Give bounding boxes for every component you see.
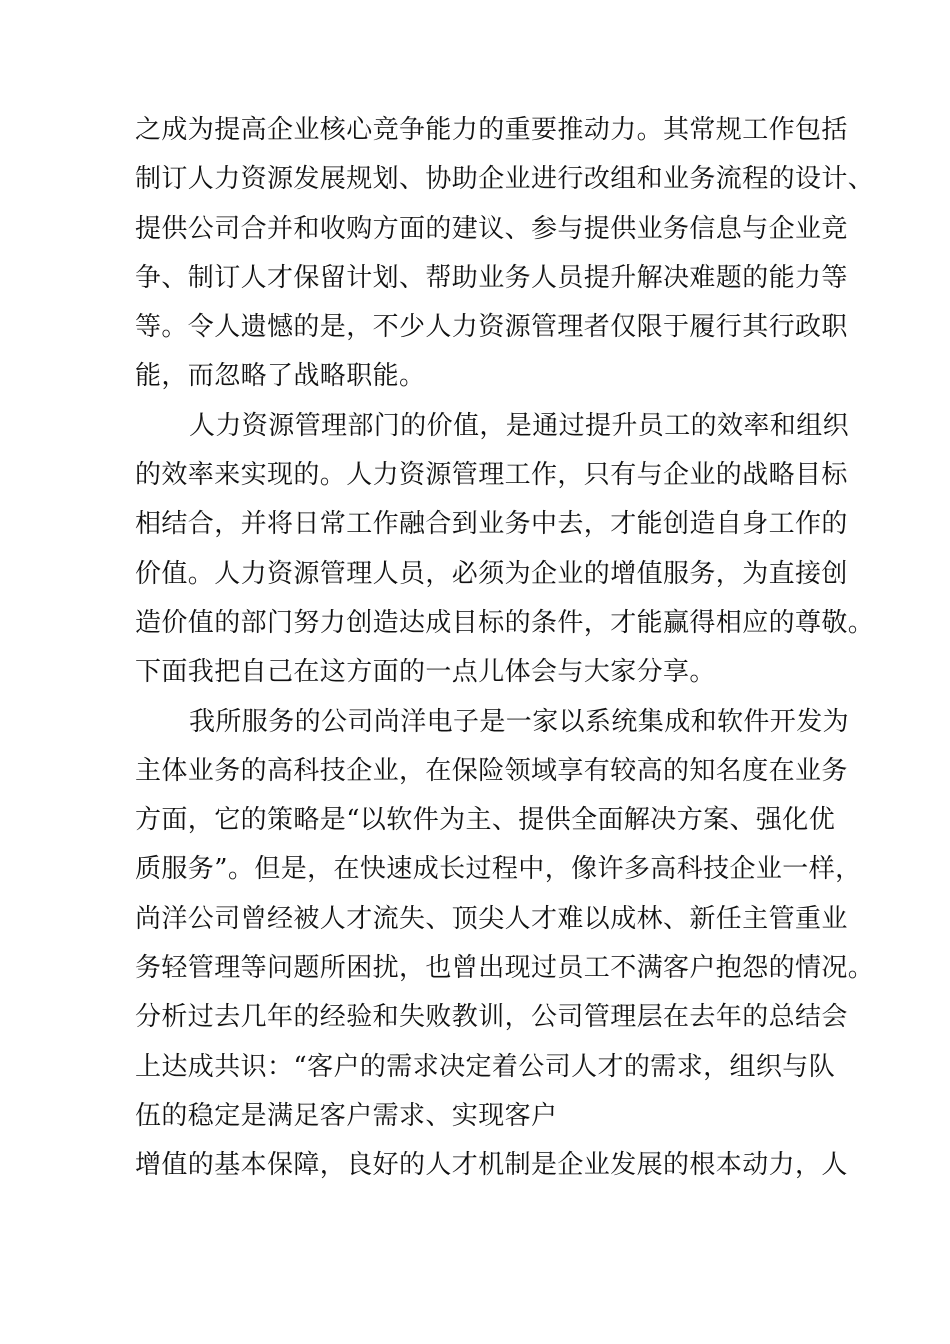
document-body: [135, 106, 875, 1191]
text-line: 尚洋公司曾经被人才流失、顶尖人才难以成林、新任主管重业: [135, 903, 848, 934]
text-line: 务轻管理等问题所困扰，也曾出现过员工不满客户抱怨的情况。: [135, 953, 875, 984]
text-line: 之成为提高企业核心竞争能力的重要推动力。其常规工作包括: [135, 115, 848, 145]
text-line: 相结合，并将日常工作融合到业务中去，才能创造自身工作的: [135, 509, 848, 540]
text-line: 伍的稳定是满足客户需求、实现客户: [135, 1100, 558, 1131]
paragraph: [135, 1141, 848, 1190]
paragraph: [135, 106, 875, 402]
text-line: 的效率来实现的。人力资源管理工作，只有与企业的战略目标: [135, 460, 848, 491]
text-line: 增值的基本保障，良好的人才机制是企业发展的根本动力，人: [135, 1150, 848, 1181]
text-line: 人力资源管理部门的价值，是通过提升员工的效率和组织: [189, 410, 850, 441]
text-line: 我所服务的公司尚洋电子是一家以系统集成和软件开发为: [189, 706, 850, 737]
text-line: 提供公司合并和收购方面的建议、参与提供业务信息与企业竞: [135, 213, 848, 244]
text-line: 等。令人遗憾的是，不少人力资源管理者仅限于履行其行政职: [135, 312, 848, 343]
paragraph: [135, 698, 875, 1142]
text-line: 制订人力资源发展规划、协助企业进行改组和业务流程的设计、: [135, 164, 875, 195]
text-line: 方面，它的策略是“以软件为主、提供全面解决方案、强化优: [135, 805, 836, 836]
text-line: 质服务”。但是，在快速成长过程中，像许多高科技企业一样，: [135, 854, 862, 885]
text-line: 分析过去几年的经验和失败教训，公司管理层在去年的总结会: [135, 1002, 848, 1033]
paragraph: [135, 402, 875, 698]
text-line: 能，而忽略了战略职能。: [135, 361, 426, 392]
text-line: 造价值的部门努力创造达成目标的条件，才能赢得相应的尊敬。: [135, 607, 875, 638]
text-line: 下面我把自己在这方面的一点儿体会与大家分享。: [135, 657, 716, 688]
text-line: 主体业务的高科技企业，在保险领域享有较高的知名度在业务: [135, 755, 848, 786]
text-line: 争、制订人才保留计划、帮助业务人员提升解决难题的能力等: [135, 262, 848, 293]
text-line: 上达成共识：“客户的需求决定着公司人才的需求，组织与队: [135, 1051, 836, 1082]
text-line: 价值。人力资源管理人员，必须为企业的增值服务，为直接创: [135, 558, 848, 589]
